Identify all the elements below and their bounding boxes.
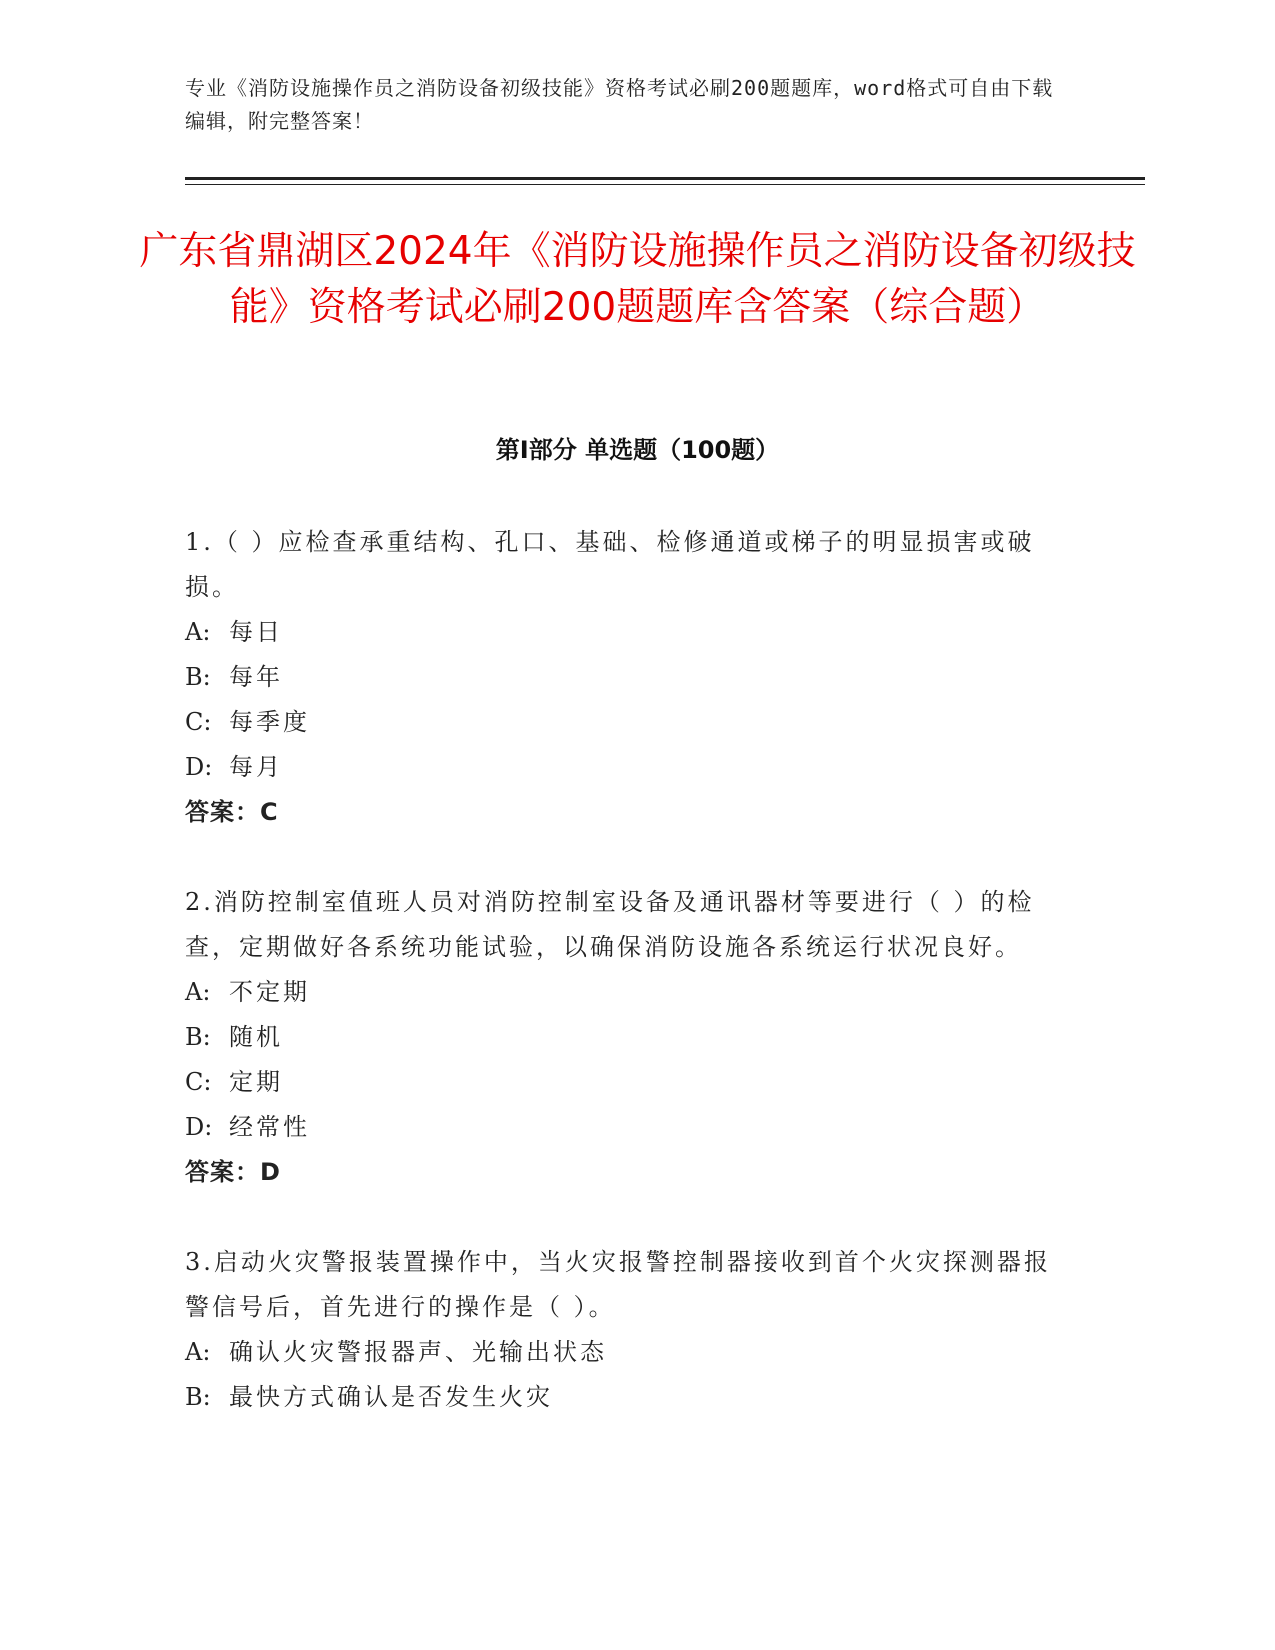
option-text: 随机 [229,1023,283,1051]
option-b [185,655,1065,700]
option-text: 经常性 [229,1113,310,1141]
option-d [185,1105,1065,1150]
option-a [185,970,1065,1015]
header-note: 专业《消防设施操作员之消防设备初级技能》资格考试必刷200题题库，word格式可自由下载编辑，附完整答案！ [185,76,1054,133]
option-text: 不定期 [229,978,310,1006]
question-3 [185,1240,1065,1420]
option-letter: A: [185,978,211,1006]
option-b [185,1375,1065,1420]
option-letter: C: [185,1068,212,1096]
header-rule-thick [185,177,1145,180]
option-b [185,1015,1065,1060]
option-text: 确认火灾警报器声、光输出状态 [229,1338,607,1366]
option-text: 每季度 [229,708,310,736]
option-a [185,1330,1065,1375]
option-letter: C: [185,708,212,736]
option-a [185,610,1065,655]
question-stem: 1.（ ）应检查承重结构、孔口、基础、检修通道或梯子的明显损害或破损。 [185,528,1035,601]
option-letter: B: [185,1023,211,1051]
option-letter: D: [185,753,213,781]
option-letter: A: [185,618,211,646]
option-letter: D: [185,1113,213,1141]
section-heading: 第Ⅰ部分 单选题（100题） [495,436,780,464]
option-text: 最快方式确认是否发生火灾 [229,1383,553,1411]
document-title: 广东省鼎湖区2024年《消防设施操作员之消防设备初级技能》资格考试必刷200题题库含答案（综合题） [139,229,1136,330]
option-letter: B: [185,1383,211,1411]
option-c [185,700,1065,745]
question-1 [185,520,1065,835]
option-letter: B: [185,663,211,691]
option-c [185,1060,1065,1105]
option-text: 每年 [229,663,283,691]
option-text: 每日 [229,618,283,646]
option-text: 定期 [229,1068,283,1096]
answer-line: 答案：C [185,798,279,826]
question-stem: 2.消防控制室值班人员对消防控制室设备及通讯器材等要进行（ ）的检查，定期做好各系统功能试验，以确保消防设施各系统运行状况良好。 [185,888,1035,961]
option-d [185,745,1065,790]
question-stem: 3.启动火灾警报装置操作中，当火灾报警控制器接收到首个火灾探测器报警信号后，首先进行的操作是（ ）。 [185,1248,1051,1321]
answer-line: 答案：D [185,1158,281,1186]
header-rule-thin [185,184,1145,185]
option-text: 每月 [229,753,283,781]
option-letter: A: [185,1338,211,1366]
question-2 [185,880,1065,1195]
question-list [185,520,1065,1465]
